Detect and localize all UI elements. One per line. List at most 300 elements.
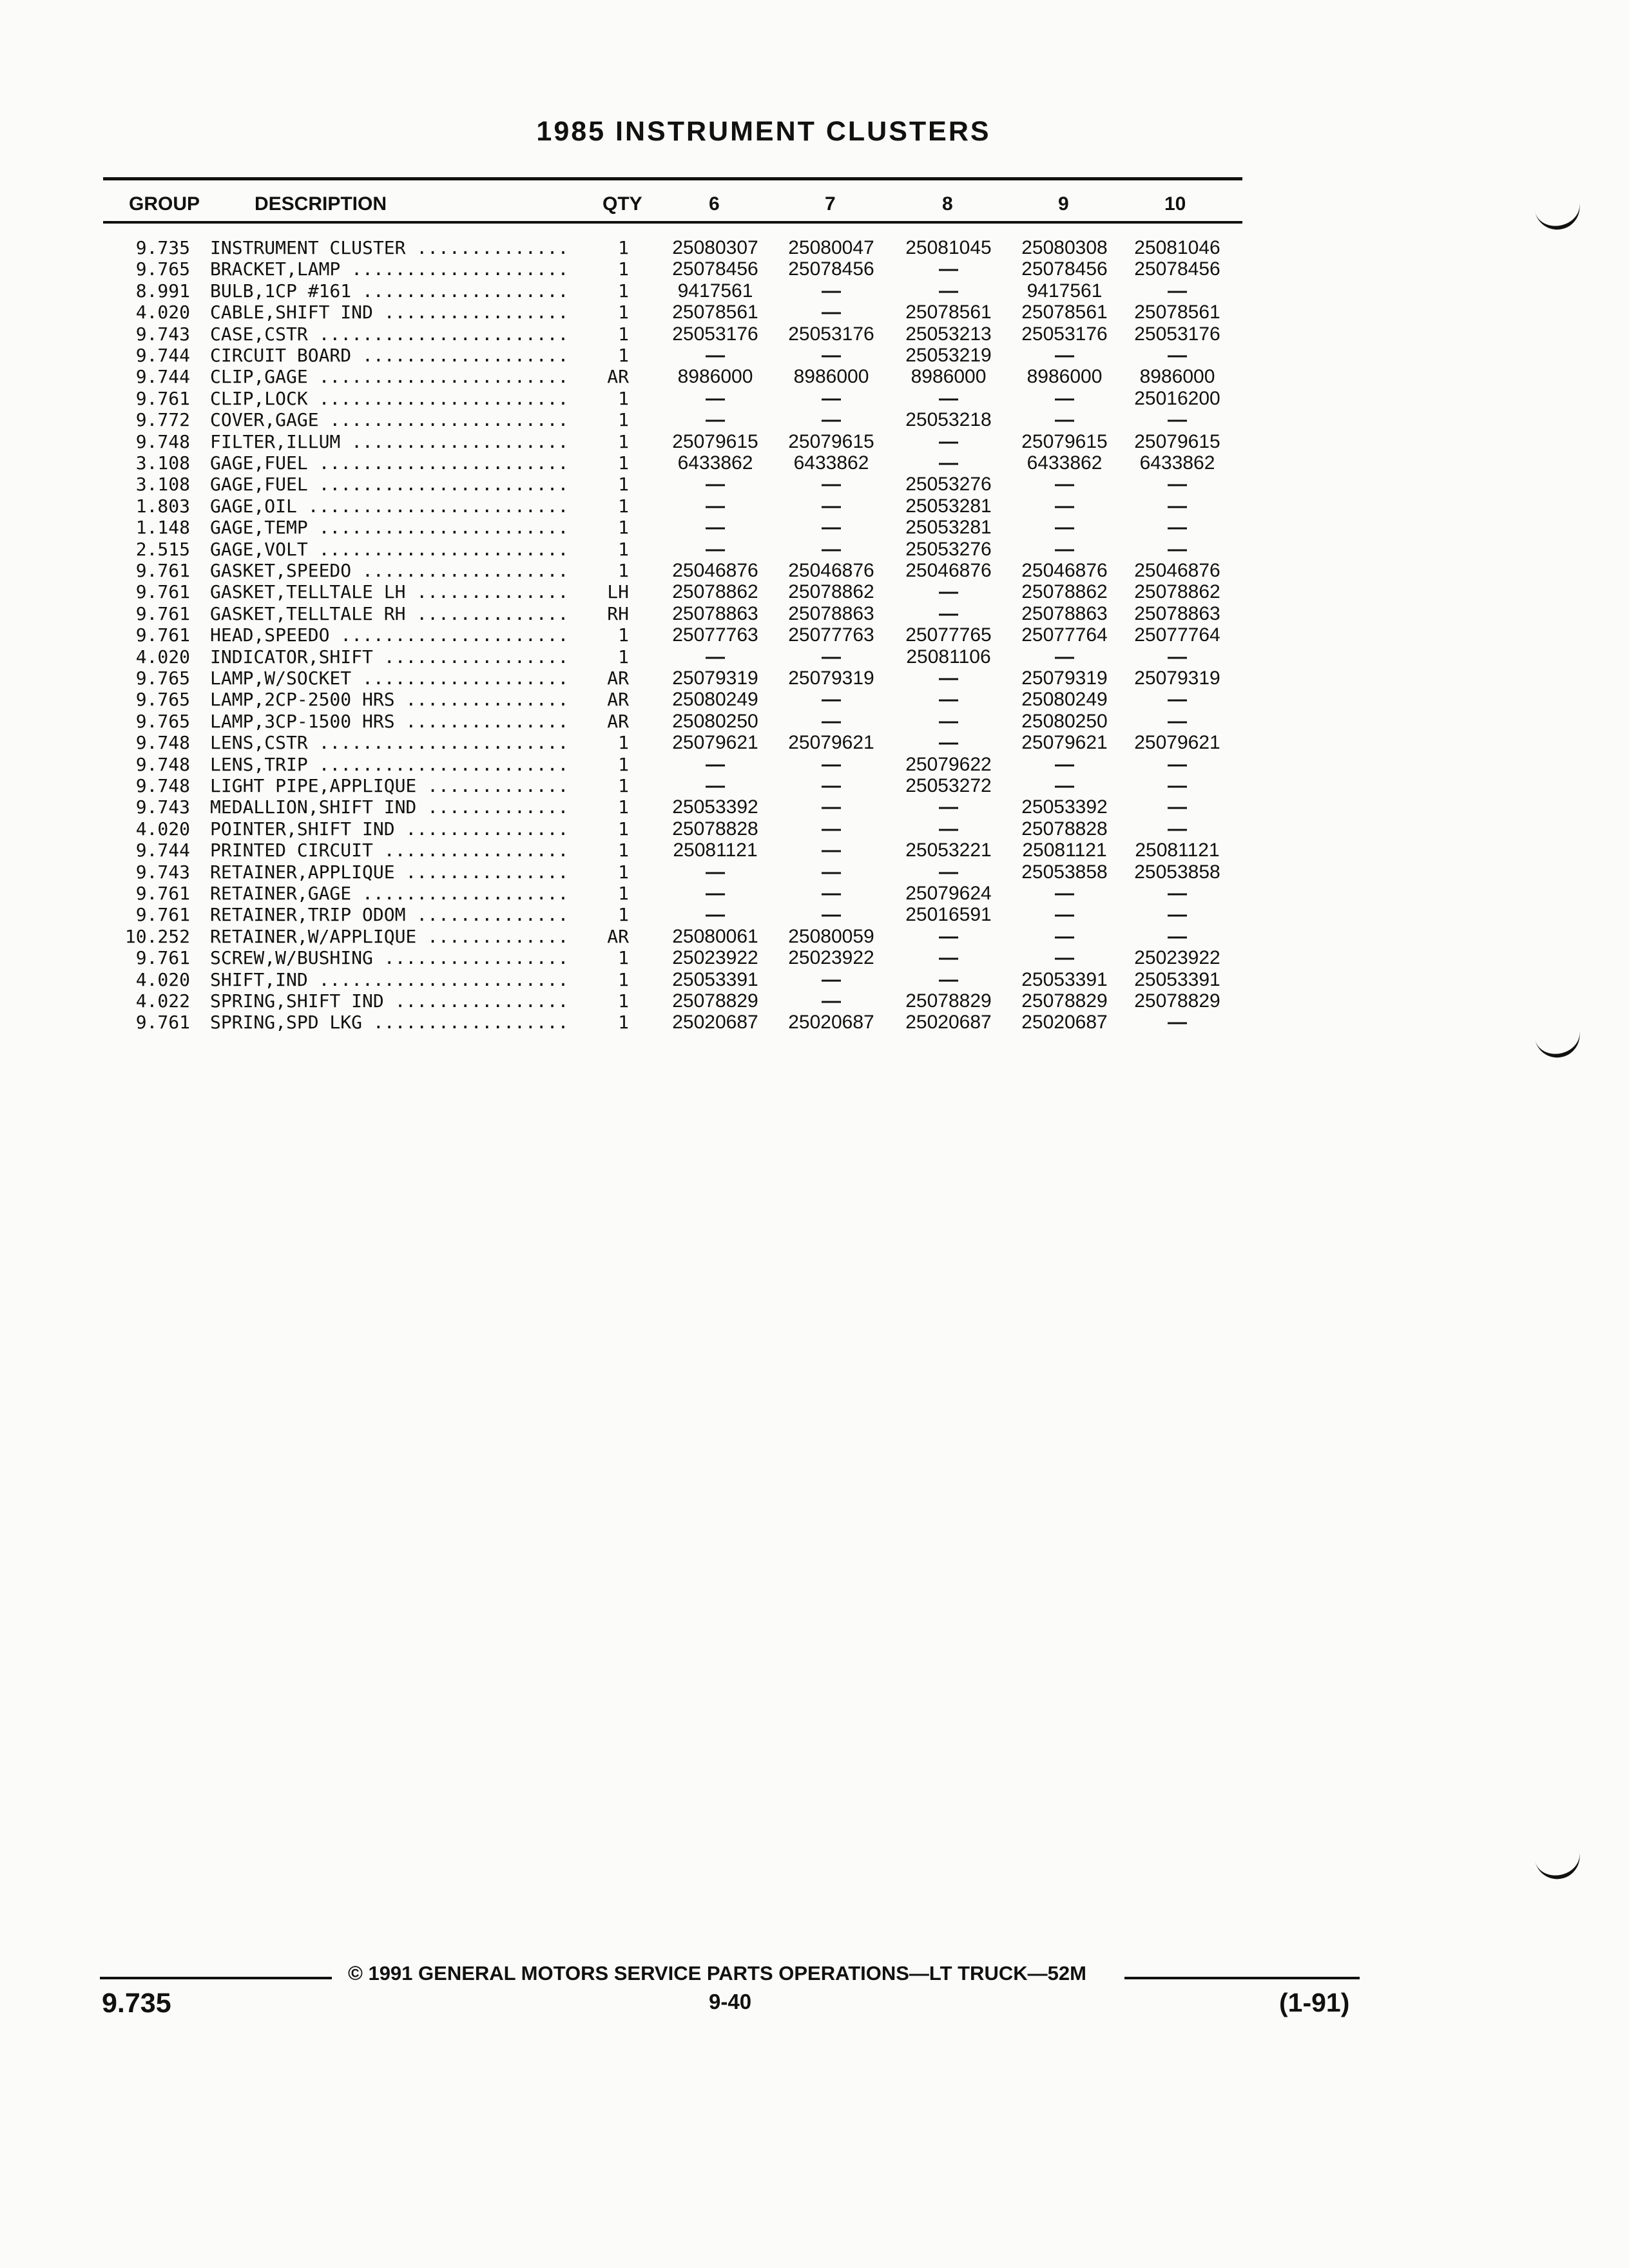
- cell-description: SPRING,SPD LKG ..................: [210, 1012, 569, 1033]
- cell-description: INDICATOR,SHIFT .................: [210, 646, 569, 668]
- margin-punch-mark: [1535, 1851, 1584, 1883]
- table-row: [0, 818, 1257, 840]
- cell-part-9: 25080308: [1021, 237, 1108, 258]
- cell-part-8: 25079622: [905, 753, 992, 775]
- table-row: [0, 861, 1257, 883]
- cell-part-10: 25046876: [1134, 560, 1220, 581]
- cell-part-6: 25078862: [672, 581, 758, 603]
- table-row: [0, 323, 1257, 345]
- cell-part-8: —: [939, 925, 958, 947]
- cell-part-9: —: [1055, 495, 1074, 517]
- cell-part-10: —: [1168, 646, 1187, 668]
- cell-part-6: 25053392: [672, 796, 758, 818]
- cell-part-9: 25080250: [1021, 710, 1108, 732]
- cell-qty: 1: [618, 1012, 629, 1033]
- cell-group: 9.761: [135, 560, 190, 581]
- cell-part-8: 25016591: [905, 904, 992, 926]
- cell-part-10: —: [1168, 409, 1187, 431]
- cell-part-6: —: [706, 883, 725, 904]
- cell-part-7: —: [822, 280, 841, 302]
- cell-qty: 1: [618, 775, 629, 796]
- cell-part-8: 25046876: [905, 560, 992, 581]
- cell-part-9: —: [1055, 883, 1074, 904]
- cell-description: GAGE,FUEL .......................: [210, 474, 569, 495]
- cell-part-9: 25079621: [1021, 732, 1108, 754]
- column-header-description: DESCRIPTION: [255, 193, 387, 215]
- table-row: [0, 388, 1257, 409]
- cell-part-6: 25053176: [672, 323, 758, 345]
- cell-part-6: —: [706, 517, 725, 539]
- cell-part-9: 25080249: [1021, 689, 1108, 711]
- cell-description: LAMP,W/SOCKET ...................: [210, 668, 569, 689]
- cell-part-7: 25079615: [788, 430, 874, 452]
- cell-qty: 1: [618, 345, 629, 366]
- cell-part-7: —: [822, 904, 841, 926]
- cell-part-10: —: [1168, 345, 1187, 366]
- cell-part-8: —: [939, 818, 958, 840]
- cell-qty: 1: [618, 861, 629, 883]
- cell-part-6: 25080250: [672, 710, 758, 732]
- cell-description: LENS,TRIP .......................: [210, 753, 569, 775]
- cell-part-6: 25078863: [672, 602, 758, 624]
- cell-part-6: —: [706, 495, 725, 517]
- page-title: 1985 INSTRUMENT CLUSTERS: [536, 116, 991, 147]
- cell-part-7: 25078862: [788, 581, 874, 603]
- cell-part-8: —: [939, 861, 958, 883]
- cell-description: HEAD,SPEEDO .....................: [210, 624, 569, 646]
- cell-part-6: 8986000: [677, 366, 753, 388]
- table-row: [0, 796, 1257, 818]
- cell-description: MEDALLION,SHIFT IND .............: [210, 796, 569, 818]
- cell-part-10: 25078862: [1134, 581, 1220, 603]
- cell-part-6: —: [706, 753, 725, 775]
- cell-group: 9.748: [135, 430, 190, 452]
- cell-part-6: 25077763: [672, 624, 758, 646]
- cell-part-8: 25081045: [905, 237, 992, 258]
- cell-part-9: —: [1055, 646, 1074, 668]
- column-header-group: GROUP: [129, 193, 200, 215]
- cell-group: 9.761: [135, 904, 190, 926]
- cell-part-8: 25053281: [905, 495, 992, 517]
- footer-copyright: © 1991 GENERAL MOTORS SERVICE PARTS OPERATIONS—LT TRUCK—52M: [348, 1962, 1086, 1984]
- cell-part-9: 25053858: [1021, 861, 1108, 883]
- cell-part-8: 25053276: [905, 538, 992, 560]
- cell-description: GAGE,OIL ........................: [210, 495, 569, 517]
- cell-part-10: —: [1168, 775, 1187, 796]
- cell-part-9: —: [1055, 474, 1074, 495]
- footer-left-rule: [100, 1977, 332, 1979]
- cell-part-8: 25053276: [905, 474, 992, 495]
- cell-part-10: 25053176: [1134, 323, 1220, 345]
- cell-group: 9.743: [135, 796, 190, 818]
- cell-part-6: 25079319: [672, 668, 758, 689]
- cell-part-6: 25023922: [672, 947, 758, 969]
- table-row: [0, 452, 1257, 474]
- cell-qty: 1: [618, 883, 629, 904]
- cell-part-6: 25080061: [672, 925, 758, 947]
- cell-group: 1.148: [135, 517, 190, 539]
- cell-group: 10.252: [124, 925, 190, 947]
- cell-qty: AR: [607, 668, 629, 689]
- cell-description: RETAINER,GAGE ...................: [210, 883, 569, 904]
- cell-qty: LH: [607, 581, 629, 603]
- cell-part-8: 25077765: [905, 624, 992, 646]
- cell-part-9: —: [1055, 517, 1074, 539]
- cell-part-9: 25020687: [1021, 1012, 1108, 1033]
- cell-description: COVER,GAGE ......................: [210, 409, 569, 431]
- cell-qty: 1: [618, 237, 629, 258]
- cell-description: GASKET,TELLTALE LH ..............: [210, 581, 569, 603]
- cell-part-10: 25023922: [1134, 947, 1220, 969]
- cell-part-8: —: [939, 280, 958, 302]
- cell-group: 9.744: [135, 345, 190, 366]
- cell-part-7: 25080047: [788, 237, 874, 258]
- cell-qty: 1: [618, 753, 629, 775]
- cell-part-8: 25053281: [905, 517, 992, 539]
- cell-part-9: —: [1055, 925, 1074, 947]
- cell-part-9: 6433862: [1027, 452, 1103, 474]
- footer-date: (1-91): [1279, 1988, 1350, 2017]
- cell-group: 4.020: [135, 968, 190, 990]
- cell-description: SCREW,W/BUSHING .................: [210, 947, 569, 969]
- cell-part-8: —: [939, 732, 958, 754]
- table-row: [0, 345, 1257, 366]
- cell-description: CASE,CSTR .......................: [210, 323, 569, 345]
- cell-part-6: 25079621: [672, 732, 758, 754]
- cell-qty: 1: [618, 840, 629, 861]
- cell-part-6: —: [706, 861, 725, 883]
- cell-part-9: —: [1055, 345, 1074, 366]
- cell-part-9: —: [1055, 409, 1074, 431]
- table-row: [0, 280, 1257, 302]
- column-header-7: 7: [825, 193, 836, 215]
- cell-part-7: —: [822, 883, 841, 904]
- cell-part-9: 25053392: [1021, 796, 1108, 818]
- cell-part-7: —: [822, 689, 841, 711]
- cell-group: 8.991: [135, 280, 190, 302]
- cell-part-7: 25079319: [788, 668, 874, 689]
- table-row: [0, 517, 1257, 538]
- column-header-6: 6: [709, 193, 720, 215]
- table-row: [0, 754, 1257, 775]
- table-row: [0, 495, 1257, 517]
- cell-part-6: 6433862: [677, 452, 753, 474]
- header-top-rule: [103, 177, 1242, 180]
- table-row: [0, 1012, 1257, 1033]
- cell-qty: 1: [618, 323, 629, 345]
- cell-part-8: —: [939, 387, 958, 409]
- cell-part-10: —: [1168, 753, 1187, 775]
- cell-part-6: —: [706, 474, 725, 495]
- cell-part-7: —: [822, 861, 841, 883]
- cell-part-10: 25079621: [1134, 732, 1220, 754]
- cell-part-10: —: [1168, 796, 1187, 818]
- cell-description: INSTRUMENT CLUSTER ..............: [210, 237, 569, 258]
- cell-part-8: —: [939, 947, 958, 969]
- cell-part-7: 25020687: [788, 1012, 874, 1033]
- cell-qty: 1: [618, 430, 629, 452]
- cell-qty: 1: [618, 409, 629, 431]
- cell-part-6: 25080307: [672, 237, 758, 258]
- cell-part-10: 25078456: [1134, 258, 1220, 280]
- cell-description: SHIFT,IND .......................: [210, 968, 569, 990]
- margin-punch-mark: [1535, 202, 1584, 234]
- column-header-9: 9: [1058, 193, 1069, 215]
- cell-part-8: —: [939, 430, 958, 452]
- cell-part-10: —: [1168, 280, 1187, 302]
- table-row: [0, 302, 1257, 323]
- cell-part-10: —: [1168, 517, 1187, 539]
- cell-description: GASKET,SPEEDO ...................: [210, 560, 569, 581]
- table-row: [0, 366, 1257, 387]
- column-header-qty: QTY: [602, 193, 642, 215]
- cell-group: 9.765: [135, 668, 190, 689]
- cell-part-7: —: [822, 538, 841, 560]
- cell-part-10: 8986000: [1139, 366, 1215, 388]
- cell-qty: 1: [618, 474, 629, 495]
- cell-part-10: —: [1168, 538, 1187, 560]
- column-header-8: 8: [942, 193, 953, 215]
- cell-group: 9.761: [135, 602, 190, 624]
- cell-part-9: 25053176: [1021, 323, 1108, 345]
- cell-part-6: —: [706, 775, 725, 796]
- cell-part-7: —: [822, 495, 841, 517]
- cell-part-8: —: [939, 968, 958, 990]
- cell-part-7: —: [822, 387, 841, 409]
- cell-group: 9.748: [135, 775, 190, 796]
- table-row: [0, 840, 1257, 861]
- cell-part-7: —: [822, 753, 841, 775]
- cell-part-9: —: [1055, 387, 1074, 409]
- cell-qty: 1: [618, 495, 629, 517]
- cell-part-8: 25079624: [905, 883, 992, 904]
- cell-part-7: —: [822, 796, 841, 818]
- table-row: [0, 926, 1257, 947]
- cell-part-8: —: [939, 689, 958, 711]
- cell-part-10: 25081046: [1134, 237, 1220, 258]
- cell-description: LIGHT PIPE,APPLIQUE .............: [210, 775, 569, 796]
- cell-part-6: —: [706, 345, 725, 366]
- table-row: [0, 732, 1257, 753]
- table-row: [0, 969, 1257, 990]
- cell-part-7: 25053176: [788, 323, 874, 345]
- cell-qty: 1: [618, 968, 629, 990]
- cell-part-10: 25053858: [1134, 861, 1220, 883]
- cell-qty: AR: [607, 925, 629, 947]
- cell-qty: 1: [618, 538, 629, 560]
- cell-description: BRACKET,LAMP ....................: [210, 258, 569, 280]
- cell-part-10: —: [1168, 904, 1187, 926]
- cell-group: 9.765: [135, 710, 190, 732]
- cell-part-7: —: [822, 840, 841, 861]
- cell-part-9: 9417561: [1027, 280, 1103, 302]
- cell-part-9: 25078561: [1021, 302, 1108, 323]
- cell-qty: 1: [618, 646, 629, 668]
- cell-part-8: 25053218: [905, 409, 992, 431]
- cell-part-6: 25079615: [672, 430, 758, 452]
- cell-part-7: 25046876: [788, 560, 874, 581]
- cell-part-9: 25078456: [1021, 258, 1108, 280]
- cell-part-10: 25077764: [1134, 624, 1220, 646]
- cell-group: 9.744: [135, 840, 190, 861]
- cell-part-6: 9417561: [677, 280, 753, 302]
- cell-part-10: —: [1168, 710, 1187, 732]
- footer-page-number: 9-40: [709, 1990, 752, 2013]
- cell-group: 9.765: [135, 258, 190, 280]
- table-row: [0, 668, 1257, 689]
- cell-part-9: 25078862: [1021, 581, 1108, 603]
- cell-group: 9.761: [135, 387, 190, 409]
- cell-qty: 1: [618, 796, 629, 818]
- cell-group: 4.020: [135, 302, 190, 323]
- cell-group: 9.761: [135, 1012, 190, 1033]
- cell-part-6: —: [706, 409, 725, 431]
- table-row: [0, 603, 1257, 624]
- cell-part-6: 25053391: [672, 968, 758, 990]
- cell-part-6: —: [706, 387, 725, 409]
- cell-part-6: 25078456: [672, 258, 758, 280]
- cell-qty: 1: [618, 818, 629, 840]
- cell-description: RETAINER,TRIP ODOM ..............: [210, 904, 569, 926]
- table-row: [0, 560, 1257, 581]
- cell-group: 9.765: [135, 689, 190, 711]
- cell-qty: 1: [618, 732, 629, 754]
- cell-description: BULB,1CP #161 ...................: [210, 280, 569, 302]
- cell-part-7: 25078863: [788, 602, 874, 624]
- cell-part-6: 25046876: [672, 560, 758, 581]
- cell-group: 2.515: [135, 538, 190, 560]
- cell-group: 4.020: [135, 646, 190, 668]
- cell-part-9: —: [1055, 775, 1074, 796]
- cell-part-6: 25078828: [672, 818, 758, 840]
- table-row: [0, 474, 1257, 495]
- cell-qty: AR: [607, 710, 629, 732]
- cell-part-9: —: [1055, 947, 1074, 969]
- cell-part-8: —: [939, 796, 958, 818]
- cell-description: GAGE,TEMP .......................: [210, 517, 569, 539]
- cell-description: LAMP,2CP-2500 HRS ...............: [210, 689, 569, 711]
- cell-qty: RH: [607, 602, 629, 624]
- cell-part-10: 25079615: [1134, 430, 1220, 452]
- cell-part-8: 25053219: [905, 345, 992, 366]
- cell-group: 9.761: [135, 947, 190, 969]
- footer-right-rule: [1124, 1977, 1360, 1979]
- cell-qty: 1: [618, 387, 629, 409]
- table-row: [0, 775, 1257, 796]
- cell-part-9: 25077764: [1021, 624, 1108, 646]
- cell-group: 9.748: [135, 732, 190, 754]
- cell-part-10: 25053391: [1134, 968, 1220, 990]
- cell-part-9: 25078863: [1021, 602, 1108, 624]
- cell-part-6: —: [706, 646, 725, 668]
- cell-part-7: 25080059: [788, 925, 874, 947]
- cell-description: SPRING,SHIFT IND ................: [210, 990, 569, 1012]
- cell-description: CLIP,GAGE .......................: [210, 366, 569, 388]
- cell-description: CIRCUIT BOARD ...................: [210, 345, 569, 366]
- cell-group: 9.735: [135, 237, 190, 258]
- cell-part-10: 25081121: [1135, 840, 1220, 861]
- cell-part-9: 25078829: [1021, 990, 1108, 1012]
- cell-group: 9.743: [135, 323, 190, 345]
- cell-part-7: —: [822, 517, 841, 539]
- cell-description: FILTER,ILLUM ....................: [210, 430, 569, 452]
- cell-qty: 1: [618, 624, 629, 646]
- cell-part-10: —: [1168, 883, 1187, 904]
- cell-description: RETAINER,APPLIQUE ...............: [210, 861, 569, 883]
- cell-group: 4.022: [135, 990, 190, 1012]
- header-bottom-rule: [103, 221, 1242, 224]
- cell-part-10: —: [1168, 1012, 1187, 1033]
- cell-part-7: —: [822, 409, 841, 431]
- cell-part-10: —: [1168, 818, 1187, 840]
- cell-part-8: 25053213: [905, 323, 992, 345]
- cell-part-8: —: [939, 258, 958, 280]
- cell-part-7: —: [822, 968, 841, 990]
- cell-part-10: 25078863: [1134, 602, 1220, 624]
- cell-part-9: —: [1055, 904, 1074, 926]
- cell-part-7: —: [822, 345, 841, 366]
- cell-part-7: —: [822, 775, 841, 796]
- cell-part-8: 25078829: [905, 990, 992, 1012]
- table-row: [0, 431, 1257, 452]
- cell-part-8: 25053221: [905, 840, 992, 861]
- cell-group: 9.748: [135, 753, 190, 775]
- table-row: [0, 624, 1257, 646]
- margin-punch-mark: [1535, 1030, 1584, 1062]
- cell-qty: AR: [607, 689, 629, 711]
- cell-part-10: —: [1168, 474, 1187, 495]
- cell-part-9: 8986000: [1027, 366, 1103, 388]
- cell-part-10: 25079319: [1134, 668, 1220, 689]
- cell-part-6: 25078829: [672, 990, 758, 1012]
- cell-part-7: 8986000: [793, 366, 869, 388]
- cell-part-7: —: [822, 818, 841, 840]
- table-row: [0, 258, 1257, 280]
- cell-qty: 1: [618, 280, 629, 302]
- cell-description: LAMP,3CP-1500 HRS ...............: [210, 710, 569, 732]
- cell-part-7: —: [822, 302, 841, 323]
- cell-part-6: 25020687: [672, 1012, 758, 1033]
- cell-part-10: —: [1168, 925, 1187, 947]
- cell-qty: 1: [618, 904, 629, 926]
- cell-part-10: —: [1168, 689, 1187, 711]
- cell-group: 4.020: [135, 818, 190, 840]
- cell-part-8: —: [939, 668, 958, 689]
- cell-part-7: 25077763: [788, 624, 874, 646]
- table-row: [0, 646, 1257, 668]
- cell-part-8: 25081106: [906, 646, 991, 668]
- cell-part-6: 25081121: [673, 840, 758, 861]
- cell-description: GAGE,FUEL .......................: [210, 452, 569, 474]
- cell-part-7: —: [822, 474, 841, 495]
- cell-part-7: 25078456: [788, 258, 874, 280]
- cell-part-8: 25053272: [905, 775, 992, 796]
- cell-part-9: 25078828: [1021, 818, 1108, 840]
- cell-part-7: —: [822, 710, 841, 732]
- cell-part-8: 8986000: [911, 366, 987, 388]
- cell-part-8: —: [939, 581, 958, 603]
- cell-qty: 1: [618, 452, 629, 474]
- cell-description: RETAINER,W/APPLIQUE .............: [210, 925, 569, 947]
- cell-part-9: 25046876: [1021, 560, 1108, 581]
- cell-qty: AR: [607, 366, 629, 388]
- cell-group: 9.772: [135, 409, 190, 431]
- table-row: [0, 904, 1257, 925]
- cell-qty: 1: [618, 947, 629, 969]
- cell-part-8: 25020687: [905, 1012, 992, 1033]
- cell-qty: 1: [618, 990, 629, 1012]
- cell-description: LENS,CSTR .......................: [210, 732, 569, 754]
